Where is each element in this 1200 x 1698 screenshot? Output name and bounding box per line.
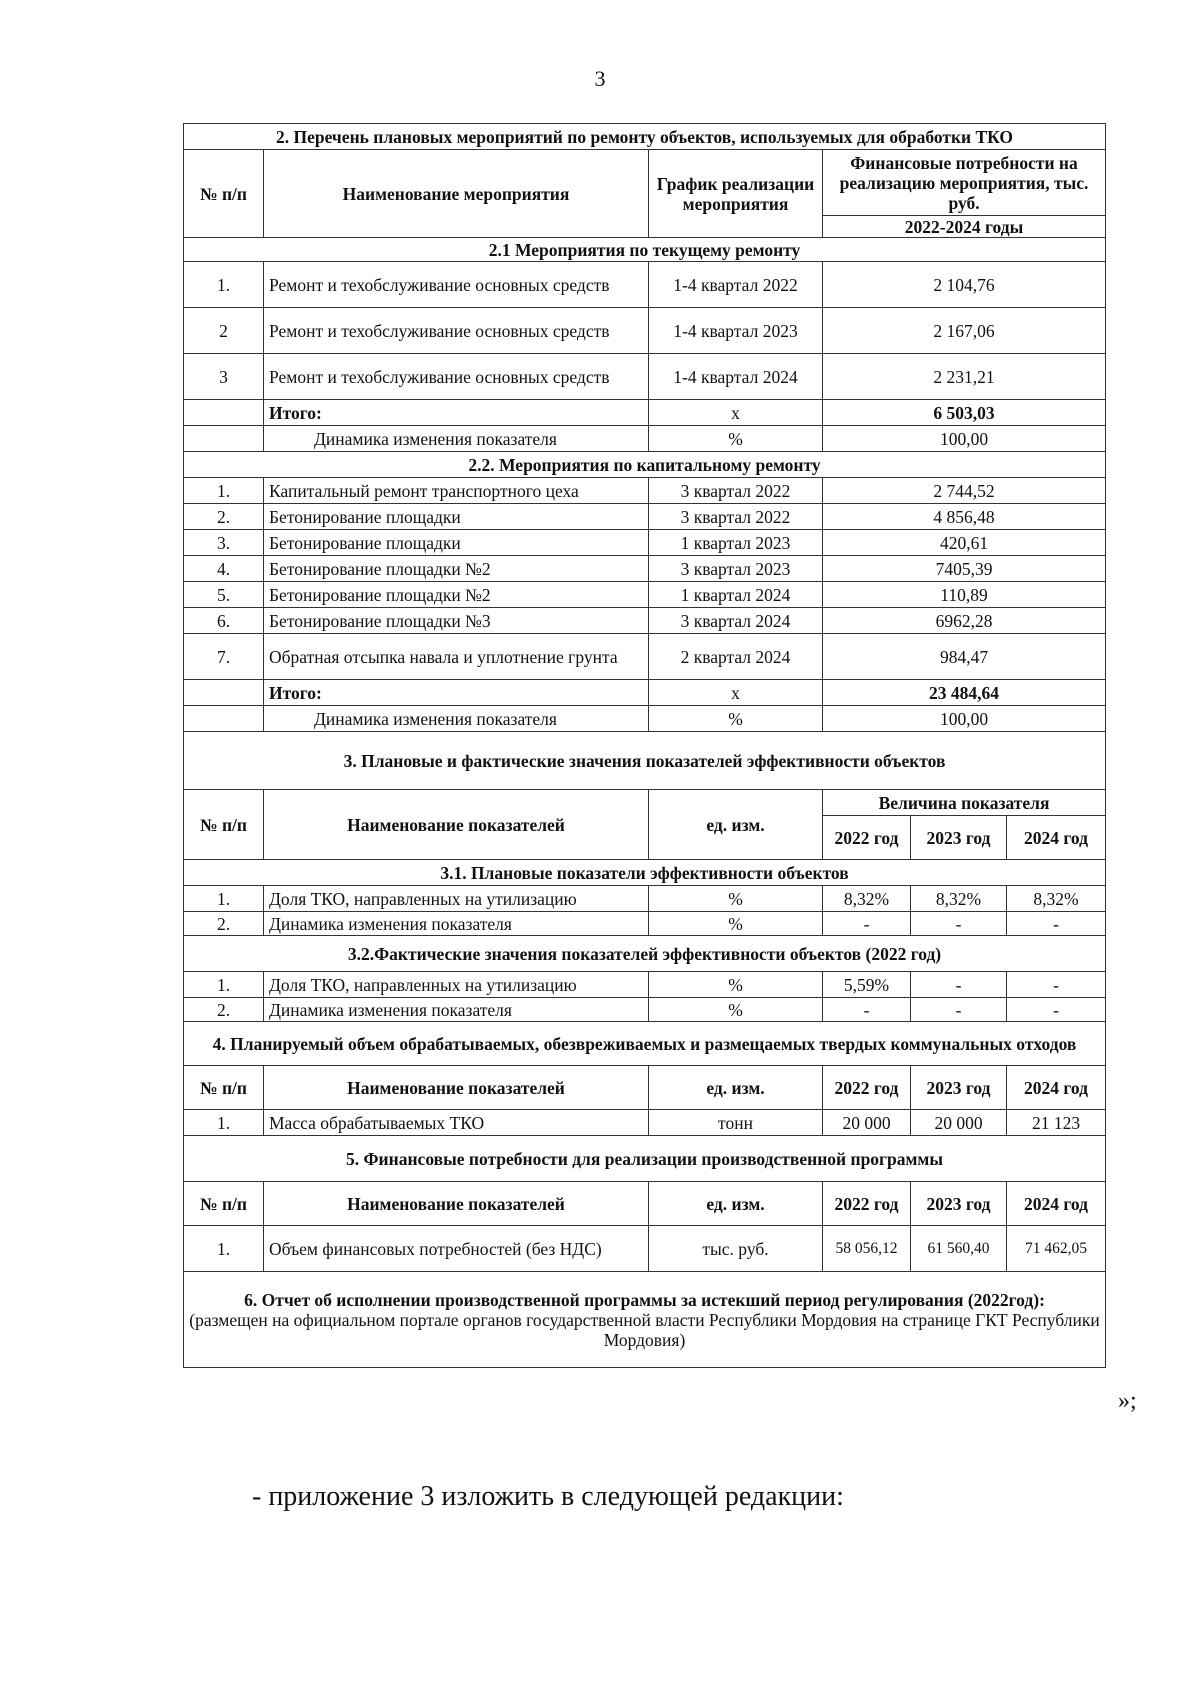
row-value: 4 856,48 [823,504,1106,530]
row-number: 4. [184,556,264,582]
row-unit: тонн [649,1110,823,1136]
empty-cell [184,706,264,732]
subsection-2-1-title-row [184,238,1106,262]
subsection-3-2-title-row [184,936,1106,972]
col-year-2024-header: 2024 год [1007,816,1106,860]
col-year-2023-header: 2023 год [911,816,1007,860]
subsection-2-2-title-row [184,452,1106,478]
row-value-2022: 5,59% [823,972,911,998]
row-value-2023: - [911,972,1007,998]
footer-instruction: - приложение 3 изложить в следующей редакции: [252,1481,844,1512]
col-schedule-header: График реализации мероприятия [649,150,823,238]
row-name: Бетонирование площадки [264,504,649,530]
col-years-header: 2022-2024 годы [823,216,1106,238]
subsection-3-1-title: 3.1. Плановые показатели эффективности объектов [184,860,1106,886]
row-unit: тыс. руб. [649,1226,823,1272]
row-number: 3 [184,354,264,400]
row-number: 7. [184,634,264,680]
row-value-2024: 21 123 [1007,1110,1106,1136]
row-number: 1. [184,886,264,912]
row-schedule: 3 квартал 2022 [649,478,823,504]
col-name-header: Наименование показателей [264,1066,649,1110]
row-schedule: 3 квартал 2022 [649,504,823,530]
row-name: Доля ТКО, направленных на утилизацию [264,886,649,912]
table-row [184,308,1106,354]
dynamics-unit: % [649,706,823,732]
total-row [184,400,1106,426]
row-number: 3. [184,530,264,556]
closing-quote: »; [1118,1388,1137,1414]
row-value: 2 231,21 [823,354,1106,400]
col-number-header: № п/п [184,1066,264,1110]
dynamics-unit: % [649,426,823,452]
table-row [184,608,1106,634]
row-unit: % [649,972,823,998]
empty-cell [184,680,264,706]
row-name: Ремонт и техобслуживание основных средств [264,308,649,354]
dynamics-label: Динамика изменения показателя [264,706,649,732]
col-year-2024-header: 2024 год [1007,1066,1106,1110]
row-name: Бетонирование площадки №3 [264,608,649,634]
col-number-header: № п/п [184,1182,264,1226]
table-row [184,972,1106,998]
row-number: 1. [184,972,264,998]
row-number: 2. [184,998,264,1022]
row-name: Бетонирование площадки №2 [264,582,649,608]
section-3-title: 3. Плановые и фактические значения показателей эффективности объектов [184,732,1106,790]
row-number: 2 [184,308,264,354]
col-value-header: Величина показателя [823,790,1106,816]
table-row [184,886,1106,912]
row-value-2023: 61 560,40 [911,1226,1007,1272]
section-2-title: 2. Перечень плановых мероприятий по ремонту объектов, используемых для обработки ТКО [184,124,1106,150]
row-schedule: 1 квартал 2024 [649,582,823,608]
dynamics-label: Динамика изменения показателя [264,426,649,452]
row-number: 5. [184,582,264,608]
row-number: 2. [184,912,264,936]
table-row [184,998,1106,1022]
table-row [184,912,1106,936]
production-program-table [183,123,1106,1368]
total-value: 23 484,64 [823,680,1106,706]
table-row [184,354,1106,400]
total-x: х [649,400,823,426]
row-schedule: 1-4 квартал 2024 [649,354,823,400]
col-year-2024-header: 2024 год [1007,1182,1106,1226]
section-6-cell [184,1272,1106,1368]
table-row [184,262,1106,308]
section-5-header-row [184,1182,1106,1226]
row-schedule: 1 квартал 2023 [649,530,823,556]
subsection-3-2-title: 3.2.Фактические значения показателей эффективности объектов (2022 год) [184,936,1106,972]
row-value: 7405,39 [823,556,1106,582]
row-value-2022: 20 000 [823,1110,911,1136]
row-value: 2 167,06 [823,308,1106,354]
section-5-title: 5. Финансовые потребности для реализации производственной программы [184,1136,1106,1182]
row-number: 1. [184,478,264,504]
row-value-2023: - [911,998,1007,1022]
col-year-2023-header: 2023 год [911,1182,1007,1226]
col-name-header: Наименование показателей [264,790,649,860]
row-value: 110,89 [823,582,1106,608]
section-6-row [184,1272,1106,1368]
row-name: Динамика изменения показателя [264,998,649,1022]
col-year-2023-header: 2023 год [911,1066,1007,1110]
dynamics-value: 100,00 [823,706,1106,732]
row-schedule: 2 квартал 2024 [649,634,823,680]
total-x: х [649,680,823,706]
row-value-2024: - [1007,998,1106,1022]
row-value-2024: - [1007,972,1106,998]
section-4-title-row [184,1022,1106,1066]
row-value-2024: 8,32% [1007,886,1106,912]
row-value-2024: - [1007,912,1106,936]
table-row [184,634,1106,680]
row-number: 1. [184,1110,264,1136]
row-name: Объем финансовых потребностей (без НДС) [264,1226,649,1272]
table-row [184,1226,1106,1272]
total-value: 6 503,03 [823,400,1106,426]
table-row [184,556,1106,582]
section-2-title-row [184,124,1106,150]
row-name: Ремонт и техобслуживание основных средств [264,354,649,400]
col-year-2022-header: 2022 год [823,1182,911,1226]
col-unit-header: ед. изм. [649,790,823,860]
section-4-header-row [184,1066,1106,1110]
page-number: 3 [594,66,606,91]
row-name: Ремонт и техобслуживание основных средств [264,262,649,308]
section-2-header-row [184,150,1106,216]
row-number: 1. [184,262,264,308]
col-year-2022-header: 2022 год [823,816,911,860]
row-value-2023: 20 000 [911,1110,1007,1136]
subsection-2-2-title: 2.2. Мероприятия по капитальному ремонту [184,452,1106,478]
row-value: 2 744,52 [823,478,1106,504]
row-value: 984,47 [823,634,1106,680]
total-row [184,680,1106,706]
row-value: 420,61 [823,530,1106,556]
dynamics-row [184,706,1106,732]
section-6-note: (размещен на официальном портале органов государственной власти Республики Мордовия на странице ГКТ Республики Мордовия) [189,1309,1100,1350]
col-year-2022-header: 2022 год [823,1066,911,1110]
row-name: Капитальный ремонт транспортного цеха [264,478,649,504]
row-value-2022: 58 056,12 [823,1226,911,1272]
row-value-2022: 8,32% [823,886,911,912]
col-unit-header: ед. изм. [649,1182,823,1226]
row-schedule: 1-4 квартал 2023 [649,308,823,354]
col-number-header: № п/п [184,150,264,238]
row-number: 6. [184,608,264,634]
row-name: Динамика изменения показателя [264,912,649,936]
col-number-header: № п/п [184,790,264,860]
total-label: Итого: [264,400,649,426]
row-value-2023: - [911,912,1007,936]
row-value: 2 104,76 [823,262,1106,308]
col-unit-header: ед. изм. [649,1066,823,1110]
table-row [184,478,1106,504]
table-row [184,1110,1106,1136]
section-4-title: 4. Планируемый объем обрабатываемых, обезвреживаемых и размещаемых твердых коммунальных отходов [184,1022,1106,1066]
total-label: Итого: [264,680,649,706]
subsection-3-1-title-row [184,860,1106,886]
row-number: 1. [184,1226,264,1272]
row-name: Масса обрабатываемых ТКО [264,1110,649,1136]
row-unit: % [649,998,823,1022]
row-name: Бетонирование площадки [264,530,649,556]
row-schedule: 3 квартал 2023 [649,556,823,582]
row-schedule: 1-4 квартал 2022 [649,262,823,308]
row-value: 6962,28 [823,608,1106,634]
row-unit: % [649,886,823,912]
section-3-title-row [184,732,1106,790]
subsection-2-1-title: 2.1 Мероприятия по текущему ремонту [184,238,1106,262]
table-row [184,504,1106,530]
section-6-title: 6. Отчет об исполнении производственной программы за истекший период регулирования (2022год): [244,1289,1045,1310]
section-5-title-row [184,1136,1106,1182]
row-value-2024: 71 462,05 [1007,1226,1106,1272]
col-finance-header: Финансовые потребности на реализацию мероприятия, тыс. руб. [823,150,1106,216]
row-name: Доля ТКО, направленных на утилизацию [264,972,649,998]
row-schedule: 3 квартал 2024 [649,608,823,634]
section-3-header-row [184,790,1106,816]
dynamics-value: 100,00 [823,426,1106,452]
row-value-2022: - [823,912,911,936]
row-number: 2. [184,504,264,530]
empty-cell [184,426,264,452]
table-row [184,582,1106,608]
row-unit: % [649,912,823,936]
col-name-header: Наименование показателей [264,1182,649,1226]
dynamics-row [184,426,1106,452]
row-value-2022: - [823,998,911,1022]
row-name: Бетонирование площадки №2 [264,556,649,582]
row-value-2023: 8,32% [911,886,1007,912]
col-name-header: Наименование мероприятия [264,150,649,238]
row-name: Обратная отсыпка навала и уплотнение грунта [264,634,649,680]
empty-cell [184,400,264,426]
table-row [184,530,1106,556]
